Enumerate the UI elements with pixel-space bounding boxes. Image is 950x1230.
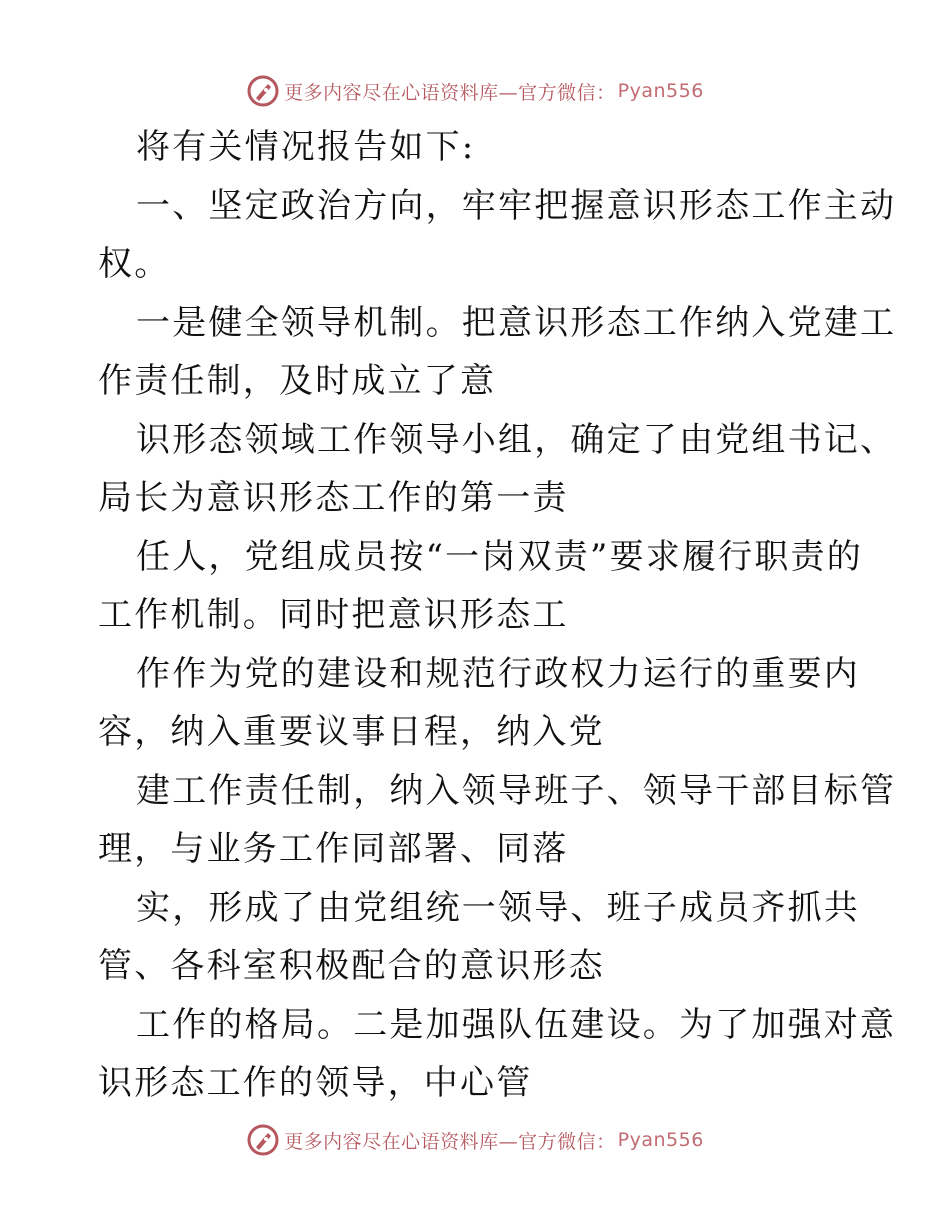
pen-nib-logo-icon [246, 74, 280, 108]
text-line: 局长为意识形态工作的第一责 [98, 478, 569, 518]
text-line: 作责任制，及时成立了意 [98, 361, 497, 401]
text-line: 识形态领域工作领导小组，确定了由党组书记、 [136, 419, 897, 460]
text-line: 容，纳入重要议事日程，纳入党 [98, 712, 605, 752]
text-line: 管、各科室积极配合的意识形态 [98, 946, 605, 986]
watermark-text: 更多内容尽在心语资料库—官方微信： [284, 81, 616, 104]
text-line: 一、坚定政治方向，牢牢把握意识形态工作主动 [136, 185, 897, 226]
text-line: 理，与业务工作同部署、同落 [98, 829, 569, 869]
pen-nib-logo-icon [246, 1123, 280, 1157]
text-line: 识形态工作的领导，中心管 [98, 1063, 533, 1103]
text-line: 作作为党的建设和规范行政权力运行的重要内 [136, 653, 860, 694]
text-line: 任人，党组成员按“一岗双责”要求履行职责的 [136, 536, 863, 577]
text-line: 实，形成了由党组统一领导、班子成员齐抓共 [136, 887, 860, 928]
text-line: 一是健全领导机制。把意识形态工作纳入党建工 [136, 302, 897, 343]
text-line: 权。 [98, 244, 171, 284]
text-line: 工作的格局。二是加强队伍建设。为了加强对意 [136, 1004, 897, 1045]
header-watermark [0, 71, 950, 111]
watermark-handle: Pyan556 [617, 80, 704, 102]
document-body [98, 118, 897, 1113]
text-line: 将有关情况报告如下: [136, 127, 476, 167]
watermark-text: 更多内容尽在心语资料库—官方微信： [284, 1130, 616, 1153]
watermark-handle: Pyan556 [617, 1129, 704, 1151]
text-line: 建工作责任制，纳入领导班子、领导干部目标管 [136, 770, 897, 811]
text-line: 工作机制。同时把意识形态工 [98, 595, 569, 635]
footer-watermark [0, 1120, 950, 1160]
